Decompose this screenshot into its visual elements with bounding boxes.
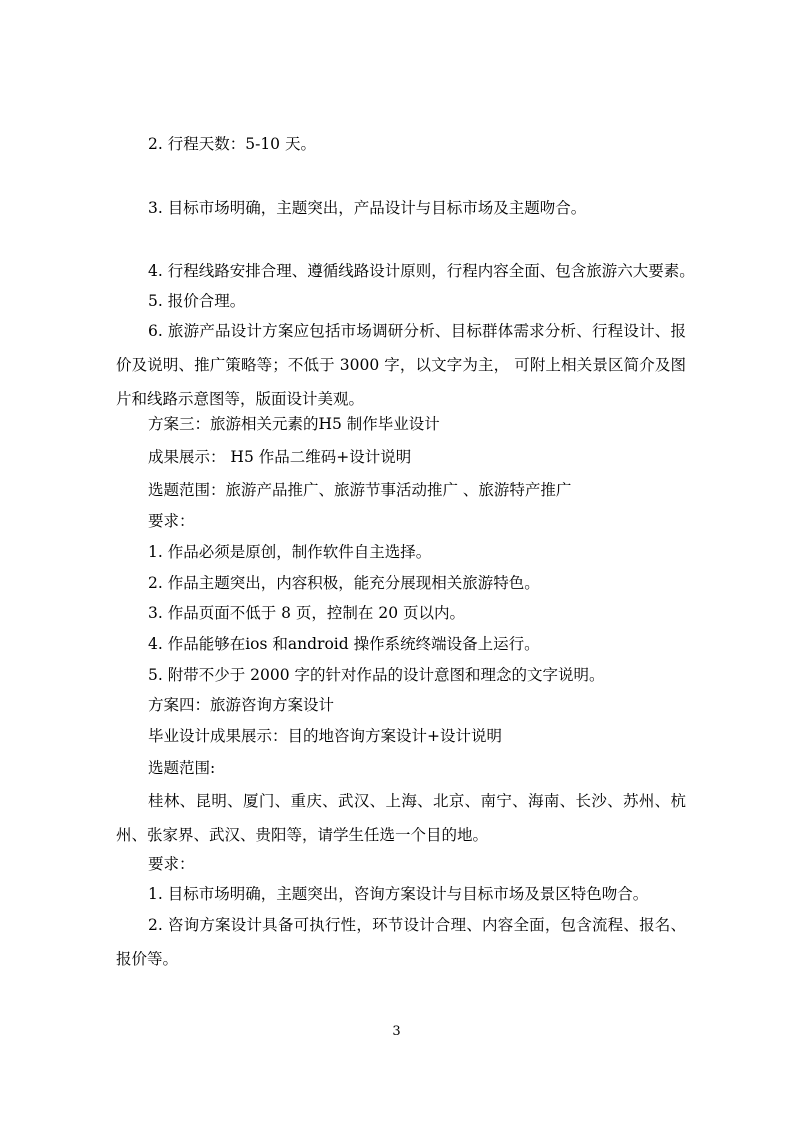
plan3-requirements-label: 要求： (148, 512, 195, 530)
plan4-scope-label: 选题范围: (148, 759, 216, 777)
plan3-item-3: 3. 作品页面不低于 8 页，控制在 20 页以内。 (148, 604, 466, 622)
plan3-item-4: 4. 作品能够在ios 和android 操作系统终端设备上运行。 (148, 635, 540, 653)
plan3-scope: 选题范围：旅游产品推广、旅游节事活动推广 、旅游特产推广 (148, 481, 572, 499)
plan3-item-2: 2. 作品主题突出，内容积极，能充分展现相关旅游特色。 (148, 574, 540, 592)
plan4-title: 方案四：旅游咨询方案设计 (148, 696, 335, 714)
page-number: 3 (392, 1024, 401, 1039)
plan4-scope-text: 桂林、昆明、厦门、重庆、武汉、上海、北京、南宁、海南、长沙、苏州、杭州、张家界、武汉、贵阳等，请学生任选一个目的地。 (116, 792, 686, 844)
plan4-result: 毕业设计成果展示：目的地咨询方案设计+设计说明 (148, 727, 502, 745)
plan3-title: 方案三：旅游相关元素的H5 制作毕业设计 (148, 415, 440, 433)
plan3-item-1: 1. 作品必须是原创，制作软件自主选择。 (148, 543, 432, 561)
plan4-item-1: 1. 目标市场明确，主题突出，咨询方案设计与目标市场及景区特色吻合。 (148, 885, 649, 903)
plan3-result: 成果展示： H5 作品二维码+设计说明 (148, 448, 412, 466)
plan2-item-3: 3. 目标市场明确，主题突出，产品设计与目标市场及主题吻合。 (148, 199, 587, 217)
plan2-item-6: 6. 旅游产品设计方案应包括市场调研分析、目标群体需求分析、行程设计、报价及说明、推广策略等；不低于 3000 字，以文字为主， 可附上相关景区简介及图片和线路示意图等，版面设计美观。 (116, 322, 686, 408)
plan4-item-2: 2. 咨询方案设计具备可执行性，环节设计合理、内容全面，包含流程、报名、报价等。 (116, 916, 686, 968)
plan2-item-2: 2. 行程天数：5-10 天。 (148, 135, 316, 153)
plan3-item-5: 5. 附带不少于 2000 字的针对作品的设计意图和理念的文字说明。 (148, 666, 605, 684)
plan2-item-5: 5. 报价合理。 (148, 292, 246, 310)
plan4-requirements-label: 要求： (148, 855, 195, 873)
plan2-item-4: 4. 行程线路安排合理、遵循线路设计原则，行程内容全面、包含旅游六大要素。 (148, 262, 695, 280)
